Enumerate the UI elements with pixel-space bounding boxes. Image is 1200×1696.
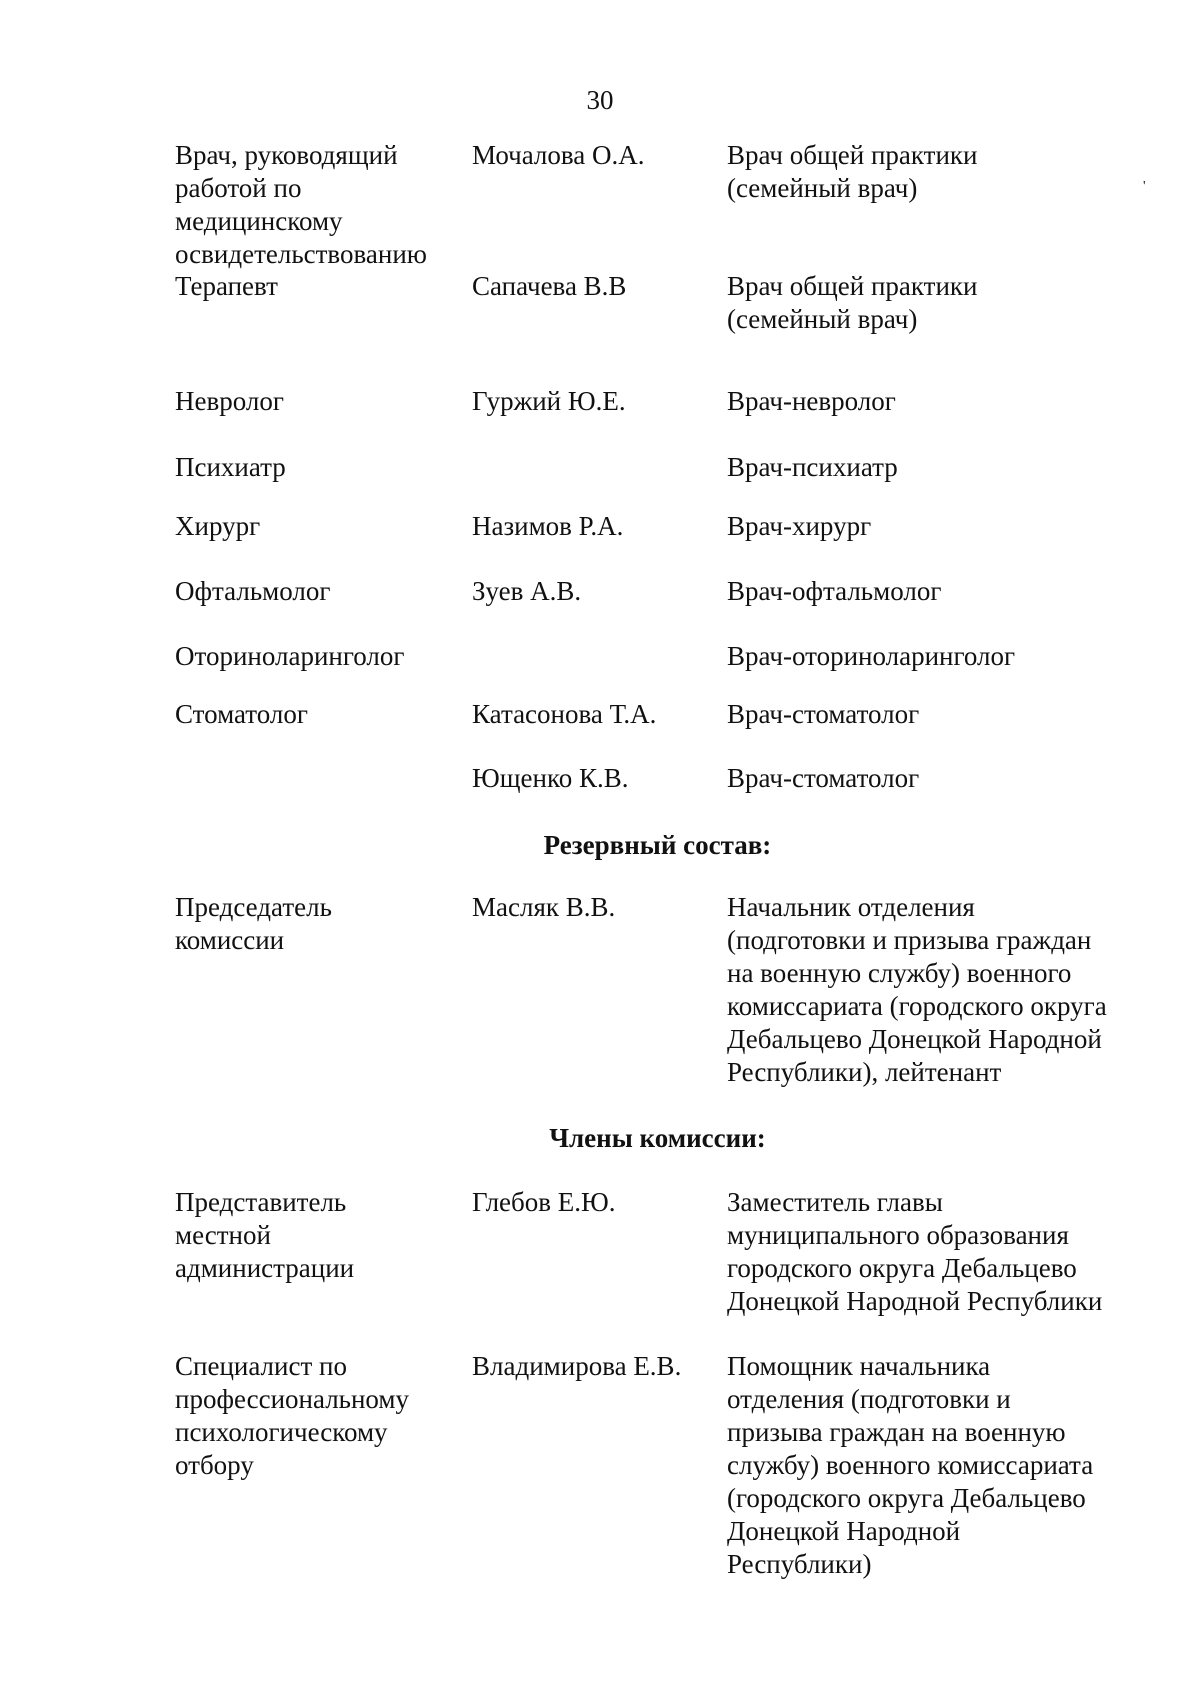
position-cell: Врач-офтальмолог <box>727 576 942 606</box>
role-cell: Представитель местной администрации <box>175 1187 355 1283</box>
position-cell: Врач общей практики (семейный врач) <box>727 140 978 203</box>
name-cell: Гуржий Ю.Е. <box>472 386 626 416</box>
position-cell: Врач-хирург <box>727 511 872 541</box>
margin-speck: ' <box>1143 179 1146 194</box>
position-cell: Врач-оториноларинголог <box>727 641 1016 671</box>
members-heading: Члены комиссии: <box>549 1123 766 1153</box>
role-cell: Председатель комиссии <box>175 892 332 955</box>
name-cell: Зуев А.В. <box>472 576 582 606</box>
position-cell: Врач-стоматолог <box>727 763 920 793</box>
position-cell: Начальник отделения (подготовки и призыва граждан на военную службу) военного комиссариата (городского округа Дебальцево Донецкой Народной Республики), лейтенант <box>727 892 1107 1087</box>
role-cell: Невролог <box>175 386 284 416</box>
role-cell: Врач, руководящий работой по медицинскому освидетельствованию <box>175 140 427 269</box>
position-cell: Врач-психиатр <box>727 452 898 482</box>
position-cell: Врач общей практики (семейный врач) <box>727 271 978 334</box>
position-cell: Врач-невролог <box>727 386 896 416</box>
name-cell: Ющенко К.В. <box>472 763 629 793</box>
name-cell: Мочалова О.А. <box>472 140 645 170</box>
position-cell: Врач-стоматолог <box>727 699 920 729</box>
position-cell: Помощник начальника отделения (подготовки и призыва граждан на военную службу) военного комиссариата (городского округа Дебальцево Донецкой Народной Республики) <box>727 1351 1094 1579</box>
role-cell: Офтальмолог <box>175 576 331 606</box>
name-cell: Катасонова Т.А. <box>472 699 657 729</box>
name-cell: Владимирова Е.В. <box>472 1351 682 1381</box>
reserve-heading: Резервный состав: <box>543 830 772 860</box>
role-cell: Оториноларинголог <box>175 641 405 671</box>
position-cell: Заместитель главы муниципального образования городского округа Дебальцево Донецкой Народной Республики <box>727 1187 1103 1316</box>
name-cell: Назимов Р.А. <box>472 511 624 541</box>
page-number: 30 <box>586 85 614 115</box>
role-cell: Терапевт <box>175 271 278 301</box>
role-cell: Хирург <box>175 511 261 541</box>
name-cell: Масляк В.В. <box>472 892 616 922</box>
name-cell: Сапачева В.В <box>472 271 627 301</box>
name-cell: Глебов Е.Ю. <box>472 1187 616 1217</box>
role-cell: Специалист по профессиональному психологическому отбору <box>175 1351 409 1480</box>
role-cell: Стоматолог <box>175 699 308 729</box>
role-cell: Психиатр <box>175 452 286 482</box>
